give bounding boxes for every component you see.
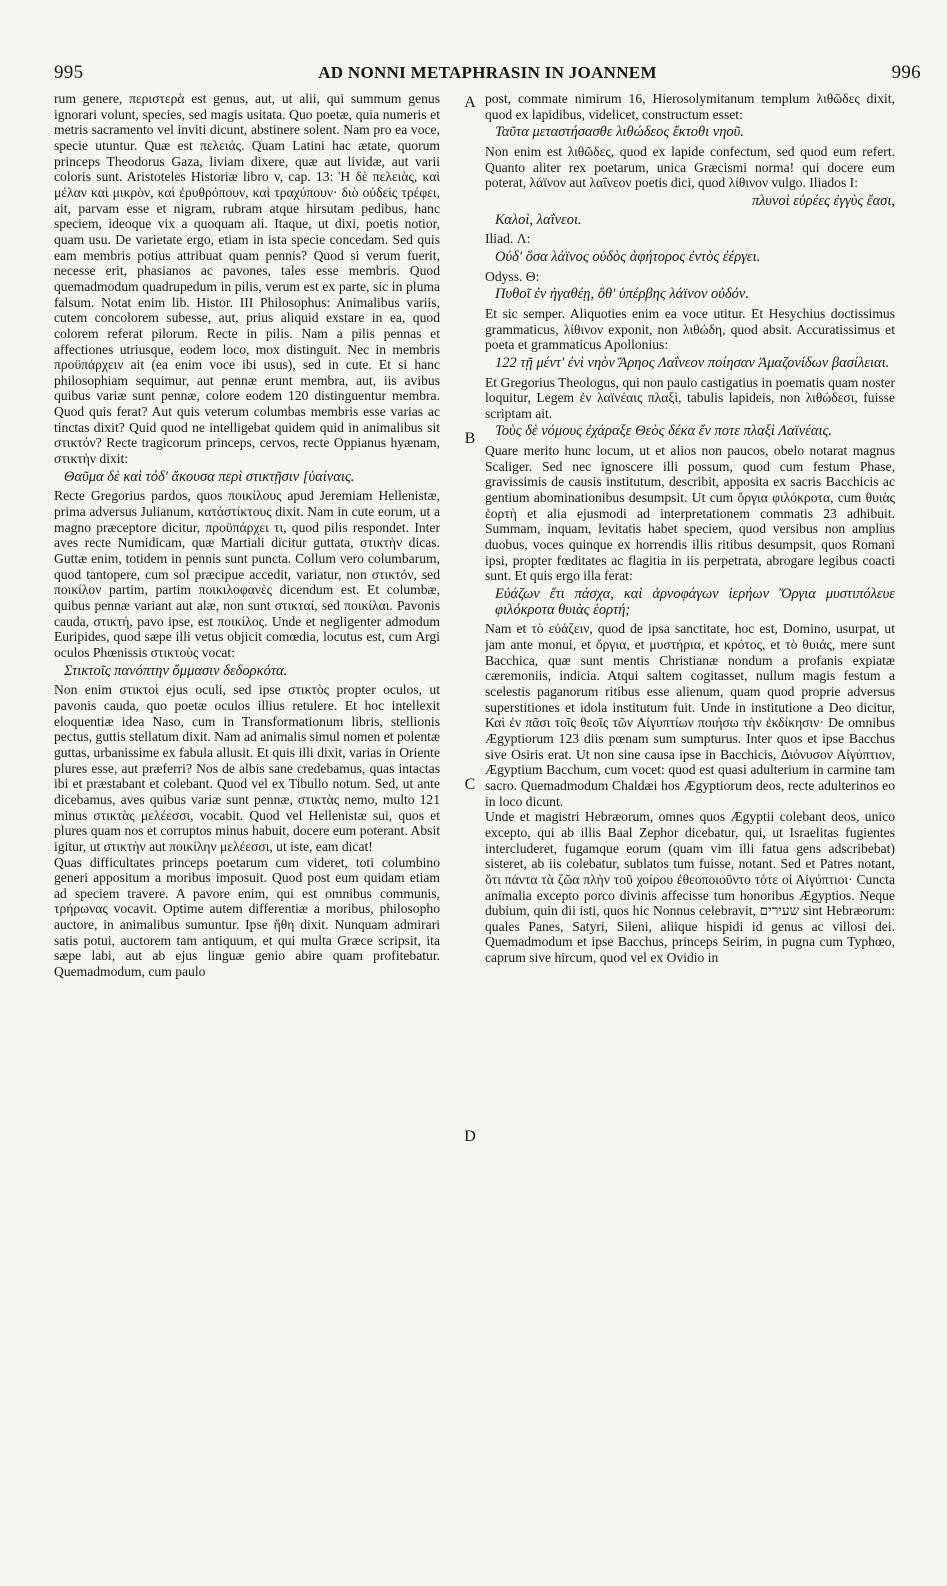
paragraph: Non enim στικτοὶ ejus oculi, sed ipse στικτὸς propter oculos, ut pavonis cauda, quo poetæ oculos illius retulere. Et hoc intellexit eloquentiæ idea Naso, cum in Transformationum libris, stellionis pectus, guttis stellatum dixit. Nam ad animalis simul nomen et polentæ guttas, urbanissime ex fabula allusit. Et quis illi dixit, varias in Oriente plures esse, aut præferri? Nos de albis sane credebamus, quas intactas ibi et præstabant et colebant. Quod vel ex Tibullo notum. Sed, ut ante dicebamus, aves quibus variæ sunt pennæ, στικτὰς nemo, multo 121 minus στικτὰς μελέεσσι, vocabit. Quod vel Hellenistæ sui, quos et plures quam nos et corruptos minus habuit, docere eum poterant. Absit igitur, ut στικτὴν aut ποικίλην μελέεσσι, ut iste, eam dicat! [54,682,440,854]
verse-quote: πλυνοὶ εὐρέες ἐγγὺς ἔασι, [752,192,895,209]
paragraph: Quare merito hunc locum, ut et alios non paucos, obelo notarat magnus Scaliger. Sed nec ignoscere illi possum, quod cum festum Phase, gravissimis de causis institutum, describit, apposita ex sacris Bacchicis ac gentium abominationibus desumpsit. Ut cum ὄργια φιλόκροτα, cum θυιὰς ἑορτὴ et alia ejusmodi ad interpretationem commatis 23 adhibuit. Summam, inquam, levitatis habet speciem, quod versibus non amplius duobus, voces quinque ex horrendis illis ritibus desumpsit, quos Romani ipsi, propter fœditates ac flagitia in iis perpetrata, abrogare legibus coacti sunt. Et quis ergo illa ferat: [485,443,895,584]
verse-quote: Θαῦμα δὲ καὶ τόδ' ἄκουσα περὶ στικτῇσιν [ὑαίναις. [64,468,355,485]
section-marker-a: A [464,94,476,111]
running-title: AD NONNI METAPHRASIN IN JOANNEM [318,63,657,82]
section-marker-d: D [464,1128,476,1145]
paragraph: Quas difficultates princeps poetarum cum videret, toti columbino generi appositum a moribus imposuit. Quod post eum quidam etiam ad speciem travere. A pavore enim, qui est omnibus communis, τρήρωνας vocavit. Optime autem differentiæ a moribus, philosopho auctore, in animalibus sumuntur. Ipse ἤθη dixit. Nunquam admirari satis potui, auctorem tam antiquum, et qui multa Græce scripsit, ita sæpe labi, aut ab ejus linguæ genio abire quam profitebatur. Quemadmodum, cum paulo [54,854,440,980]
right-column [485,91,895,1571]
paragraph: Odyss. Θ: [485,268,540,284]
running-header [54,62,921,84]
paragraph: Et Gregorius Theologus, qui non paulo castigatius in poematis quam noster loquitur, Legem ἐν λαϊνέαις πλαξὶ, tabulis lapideis, non λιθώδεσι, fuisse scriptam ait. [485,374,895,421]
verse-quote: 122 τῇ μέντ' ἐνὶ νηὸν Ἄρηος Λαΐνεον ποίησαν Ἀμαζονίδων βασίλειαι. [495,354,890,371]
page-number-left: 995 [54,62,84,83]
section-marker-b: B [464,430,476,447]
paragraph: Recte Gregorius pardos, quos ποικίλους apud Jeremiam Hellenistæ, prima adversus Julianum, κατάστίκτους dixit. Nam in cute eorum, ut a magno præceptore dicitur, προϋπάρχει τι, quod pilis respondet. Inter aves recte Numidicam, quæ Martiali dicitur guttata, στικτὴν dicas. Guttæ enim, totidem in pennis sunt puncta. Collum vero columbarum, quod tantopere, cum sol præcipue accedit, variatur, non στικτόν, sed ποικίλον partim, partim ποικιλοφανὲς dicendum est. Et columbæ, quibus pennæ variant aut alæ, non sunt στικταί, sed ποικίλαι. Pavonis cauda, στικτή, pavo ipse, est ποικίλος. Unde et negligenter admodum Euripides, quod sæpe illi vetus objicit comœdia, locutus est, cum Argi oculos Phœnissis στικτοὺς vocat: [54,488,440,660]
paragraph: Unde et magistri Hebræorum, omnes quos Ægyptii colebant deos, unico excepto, qui ab illis Baal Zephor dicebatur, qui, ut Israelitas fugientes intercluderet, fugamque eorum (quam vim illi fatua gens adscribebat) sisteret, ab iis colebatur, sublatos tum fuisse, notant. Sed et Patres notant, ὅτι πάντα τὰ ζῶα πλὴν τοῦ χοίρου ἐθεοποιοῦντο τότε οἱ Αἰγύπτιοι· Cuncta animalia excepto porco divinis affecisse tum honoribus Ægyptios. Neque dubium, quin dii isti, quos hic Nonnus celebravit, שעירים sint Hebræorum: quales Panes, Satyri, Sileni, aliique hispidi id genus ac villosi dei. Quemadmodum et ipse Bacchus, princeps Seirim, in pugna cum Typhœo, caprum sive hircum, quod vel ex Ovidio in [485,809,895,966]
paragraph: Iliad. Λ: [485,231,531,247]
paragraph: Non enim est λιθῶδες, quod ex lapide confectum, sed quod eum refert. Quanto aliter rex poetarum, unica Græcismi norma! qui docere eum poterat, λάϊνον aut λαΐνεον poetis dici, quod λίθινον vulgo. Iliados I: [485,143,895,191]
verse-quote: Καλοὶ, λαΐνεοι. [495,211,582,228]
page-number-right: 996 [891,62,921,83]
verse-quote: Τοὺς δὲ νόμους ἐχάραξε Θεὸς δέκα ἔν ποτε πλαξὶ Λαϊνέαις. [495,423,832,440]
paragraph: Nam et τὸ εὐάζειν, quod de ipsa sanctitate, hoc est, Domino, usurpat, ut jam ante monui, et ὄργια, et μυστήρια, et κρότος, et τὸ θυιάς, mere sunt Bacchica, quæ sunt mentis Christianæ nondum a profanis expiatæ cæremoniis, indicia. Atqui saltem cogitasset, nullum magis festum a scelestis paganorum ritibus esse alienum, quam quod proprie adversus superstitiones et idola institutum fuit. Unde in institutione a Deo dicitur, Καὶ ἐν πᾶσι τοῖς θεοῖς τῶν Αἰγυπτίων ποιήσω τὴν ἐκδίκησιν· De omnibus Ægyptiorum 123 diis pœnam sum sumpturus. Inter quos et ipse Bacchus sive Osiris erat. Ut non sine causa ipse in Bacchicis, Διόνυσον Αἰγύπτιον, Ægyptium Bacchum, cum vocet: quod est quasi adulterium in carmine tam sacro. Quemadmodum Chaldæi hos Ægyptiorum deos, recte adulterinos eo in loco dicunt. [485,621,895,809]
paragraph: post, commate nimirum 16, Hierosolymitanum templum λιθῶδες dixit, quod ex lapidibus, videlicet, constructum esset: [485,91,895,122]
left-column [54,91,440,1571]
paragraph: Et sic semper. Aliquoties enim ea voce utitur. Et Hesychius doctissimus grammaticus, λίθινον exponit, non λιθώδη, quod absit. Accuratissimus et poeta et grammaticus Apollonius: [485,305,895,353]
verse-quote: Ταῦτα μεταστήσασθε λιθώδεος ἔκτοθι νηοῦ. [495,124,744,141]
paragraph: rum genere, περιστερὰ est genus, aut, ut alii, qui summum genus ignorari volunt, species, sed magis usitata. Quo poetæ, quia numeris et metris sacramento vel inviti dicunt, abstinere solent. Nam pro ea voce, specie utuntur. Quæ est πελειάς. Quam Latini hac ætate, quorum princeps Theodorus Gaza, liviam dixere, quæ aut lividæ, aut varii coloris sunt. Aristoteles Historiæ libro v, cap. 13: Ἡ δὲ πελειὰς, καὶ μέλαν καὶ μικρὸν, καὶ ἐρυθρόπουν, καὶ τραχύπουν· διὸ οὐδεὶς τρέφει, ait, parvam esse et nigram, rubram atque hirsutam pedibus, hanc speciem, ideoque vix a quoquam ali. Itaque, ut dixi, poetis notior, quam usu. De varietate ergo, etiam in ista specie concedam. Sed quis eam membris potius attribuat quam pennis? Quod si verum fuerit, necesse erit, phasianos ac pavones, tales esse membris. Quod quemadmodum quadrupedum in pilis, verum est ex parte, sic in pluma falsum. Notat enim lib. Histor. III Philosophus: Animalibus variis, cutem concolorem subesse, aut, prius aliquid exstare in ea, quod colorem referat pilorum. Recte in pilis. Nam a pilis pennas et affectiones utriusque, eodem loco, mox distinguit. Nec in membris προϋπάρχειν ait (ea enim voce ibi usus), sed in cute. Et si hanc philosophiam sequimur, aut pennæ erunt membra, aut, iis avibus quibus variæ sunt pennæ, colore eodem 120 distinguentur membra. Quod quis ferat? Aut quis veterum columbas membris esse varias ac tinctas dixit? Quid quod ne intelligebat quidem quid in animalibus sit στικτόν? Recte tragicorum princeps, cervos, recte Oppianus hyænam, στικτὴν dixit: [54,91,440,467]
section-marker-c: C [464,776,476,793]
verse-quote: Στικτοῖς πανόπτην ὄμμασιν δεδορκότα. [64,662,288,679]
verse-quote: Εὐάζων ἔτι πάσχα, καὶ ἀρνοφάγων ἱερήων Ὄργια μυστιπόλευε φιλόκροτα θυιὰς ἑορτή; [495,586,895,618]
verse-quote: Πυθοῖ ἐν ἠγαθέῃ, ὅθ' ὑπέρβης λάϊνον οὐδόν. [495,286,749,303]
verse-quote: Οὐδ' ὅσα λάϊνος οὐδὸς ἀφήτορος ἐντὸς ἐέργει. [495,248,761,265]
